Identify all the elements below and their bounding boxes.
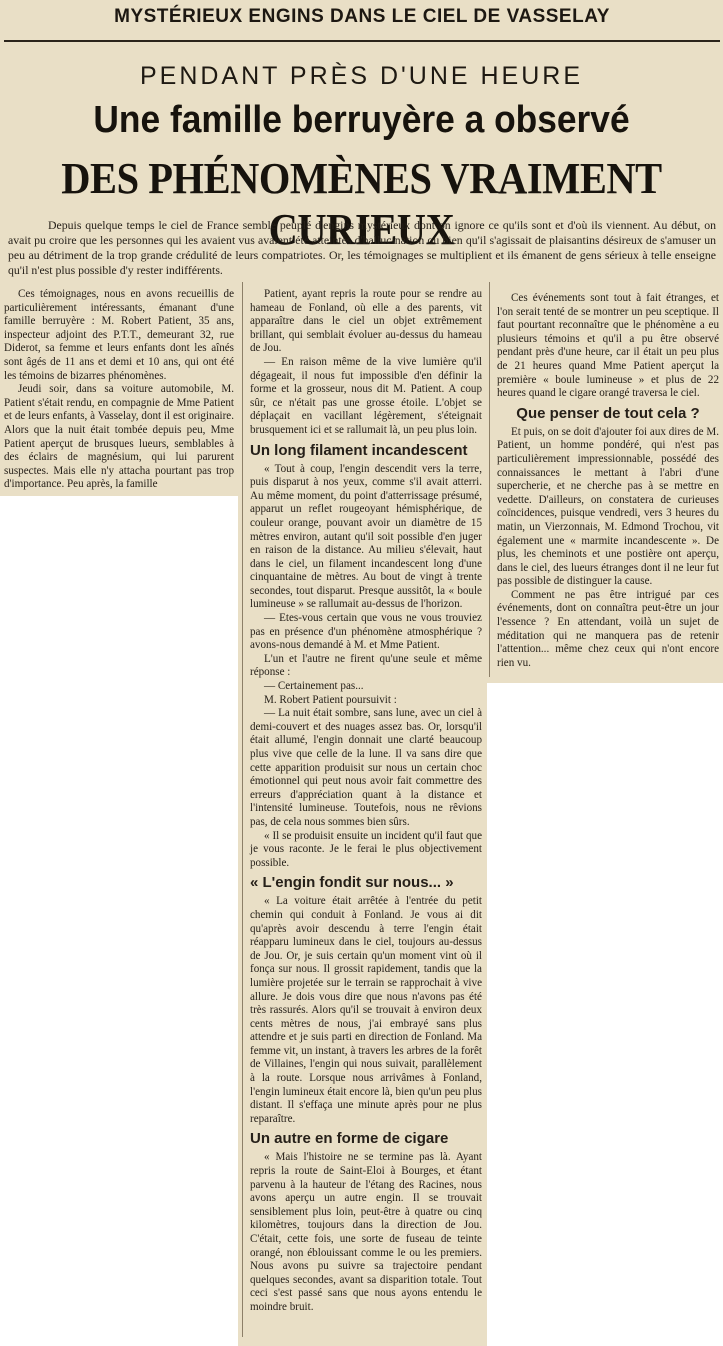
paragraph: Ces témoignages, nous en avons recueillis de particulièrement intéressants, émanant d'une famille berruyère : M. Robert Patient, 35 ans, inspecteur adjoint des P.T.T., demeurant 32, rue Diderot, sa femme et leurs enfants dont les aînés sont âgés de 11 ans et demi et 10 ans, qui ont été les témoins de bizarres phénomènes.	[4, 288, 234, 382]
headline-2: DES PHÉNOMÈNES VRAIMENT CURIEUX	[61, 154, 662, 254]
column-divider	[242, 282, 243, 1337]
paragraph: « La voiture était arrêtée à l'entrée du petit chemin qui conduit à Fonland. Je vous ai dit qu'après avoir descendu à terre l'engin était réapparu lumineux dans le ciel, toujours au-dessus de Jou. Or, je suis certain qu'un moment vint où il fonça sur nous. Il grossit rapidement, tandis que la lumière projetée sur le terrain se rapprochait à vive allure. Je dois vous dire que nous n'avons pas été très rassurés. Alors qu'il se trouvait à environ deux cents mètres de nous, j'ai embrayé sans plus attendre et je suis parti en direction de Fonland. Ma femme vit, un instant, à travers les arbres de la forêt de Villaines, l'engin qui nous suivait, parallèlement à la route. Lorsque nous arrivâmes à Fonland, l'engin lumineux était encore là, bien qu'un peu plus distant. Il s'effaça une minute après pour ne plus reparaître.	[250, 895, 482, 1125]
column-3	[497, 292, 719, 670]
intro-paragraph: Depuis quelque temps le ciel de France semble peuplé d'engins mystérieux dont on ignore ce qu'ils sont et d'où ils viennent. Au début, on avait pu croire que les personnes qui les avaient vus avaient été atteintes d'hallucination ou bien qu'il s'agissait de plaisantins désireux de s'amuser un peu au détriment de la trop grande crédulité de leurs compatriotes. Or, les témoignages se multiplient et ils émanent de gens sérieux à telle enseigne qu'il n'est plus possible d'y rester indifférents.	[8, 218, 716, 277]
paragraph: — La nuit était sombre, sans lune, avec un ciel à demi-couvert et des nuages assez bas. Or, lorsqu'il était allumé, l'engin donnait une clarté beaucoup plus vive que celle de la lune. Il va sans dire que cette apparition produisit sur nous un certain choc émotionnel qui peut nous avoir fait commettre des erreurs d'appréciation quant à la distance et l'intensité lumineuse. Toutefois, nous ne rêvions pas, de cela nous sommes bien sûrs.	[250, 707, 482, 828]
paragraph: « Mais l'histoire ne se termine pas là. Ayant repris la route de Saint-Eloi à Bourges, et étant parvenu à la hauteur de l'étang des Racines, nous avons aperçu un autre engin. Il se trouvait sensiblement plus loin, peut-être à quatre ou cinq kilomètres, toujours dans la direction de Jou. C'était, cette fois, une sorte de fuseau de teinte orangé, non éblouissant comme le ou les premiers. Nous avons pu suivre sa trajectoire pendant quelques secondes, avant sa disparition totale. Tout ceci s'est passé sans que nous ayons entendu le moindre bruit.	[250, 1151, 482, 1313]
column-divider	[489, 282, 490, 677]
section-header: MYSTÉRIEUX ENGINS DANS LE CIEL DE VASSELAY	[114, 6, 610, 27]
paragraph: Ces événements sont tout à fait étranges, et l'on serait tenté de se montrer un peu sceptique. Il faut pourtant reconnaître que le phénomène a eu plusieurs témoins et qu'il a pu être observé pendant près d'une heure, car il était un peu plus de 21 heures quand Mme Patient aperçut la première « boule lumineuse » et plus de 22 heures quand le cigare orangé traversa le ciel.	[497, 292, 719, 400]
paragraph: L'un et l'autre ne firent qu'une seule et même réponse :	[250, 652, 482, 679]
paragraph: Comment ne pas être intrigué par ces événements, dont on connaîtra peut-être un jour l'essence ? En attendant, voilà un sujet de méditation qui ne manquera pas de retenir l'attention... même chez ceux qui n'ont encore rien vu.	[497, 588, 719, 669]
subheading: Que penser de tout cela ?	[516, 404, 700, 422]
header-rule	[4, 40, 720, 42]
paragraph: M. Robert Patient poursuivit :	[264, 693, 397, 706]
subheading: Un autre en forme de cigare	[250, 1130, 449, 1148]
kicker: PENDANT PRÈS D'UNE HEURE	[139, 62, 584, 90]
paragraph: — Certainement pas...	[264, 680, 364, 693]
headline: Une famille berruyère a observé	[93, 99, 630, 141]
column-1	[4, 288, 234, 492]
column-2	[250, 288, 482, 1315]
subheading: Un long filament incandescent	[250, 441, 468, 459]
paragraph: — En raison même de la vive lumière qu'il dégageait, il nous fut impossible d'en définir la forme et la grosseur, nous dit M. Patient. A coup sûr, ce n'était pas une grosse étoile. L'objet se déplaçait en vacillant légèrement, s'éteignait brusquement ici et se rallumait là, un peu plus loin.	[250, 355, 482, 436]
paragraph: Jeudi soir, dans sa voiture automobile, M. Patient s'était rendu, en compagnie de Mme Patient et de leurs enfants, à Vasselay, dont il est originaire. Alors que la nuit était tombée depuis peu, Mme Patient aperçut de brusques lueurs, semblables à des éclairs de magnésium, qui lui parurent suspectes. Mais elle n'y attacha pourtant pas trop d'importance. Peu après, la famille	[4, 383, 234, 491]
paragraph: « Tout à coup, l'engin descendit vers la terre, puis disparut à nos yeux, comme s'il avait atterri. Au même moment, du point d'atterrissage présumé, apparut un reflet rougeoyant hémisphérique, de couleur orange, pouvant avoir un diamètre de 15 mètres environ, autant qu'il soit possible d'en juger en raison de la distance. Au milieu s'élevait, haut dans le ciel, un filament incandescent long d'une cinquantaine de mètres. Au bout de vingt à trente secondes, tout disparut. Presque aussitôt, la « boule lumineuse » se rallumait au-dessus de l'horizon.	[250, 462, 482, 611]
paragraph: — Etes-vous certain que vous ne vous trouviez pas en présence d'un phénomène atmosphérique ? avons-nous demandé à M. et Mme Patient.	[250, 612, 482, 652]
paragraph: Patient, ayant repris la route pour se rendre au hameau de Fonland, où elle a des parents, vit apparaître dans le ciel un objet extrêmement brillant, qui semblait évoluer au-dessus du hameau de Jou.	[250, 288, 482, 355]
subheading: « L'engin fondit sur nous... »	[250, 874, 454, 892]
paragraph: « Il se produisit ensuite un incident qu'il faut que je vous raconte. Je le ferai le plus objectivement possible.	[250, 829, 482, 869]
paragraph: Et puis, on se doit d'ajouter foi aux dires de M. Patient, un homme pondéré, qui n'est pas particulièrement impressionnable, possédé des connaissances le mettant à l'abri d'une supercherie, et ne cherche pas à se mettre en vedette. D'ailleurs, on constatera de curieuses coïncidences, puisque vendredi, vers 3 heures du matin, un Vierzonnais, M. Edmond Trochou, vit également une « marmite incandescente ». De plus, les cheminots et une postière ont aperçu, dans le ciel, des lueurs étranges dont il ne leur fut pas possible de distinguer la cause.	[497, 425, 719, 588]
